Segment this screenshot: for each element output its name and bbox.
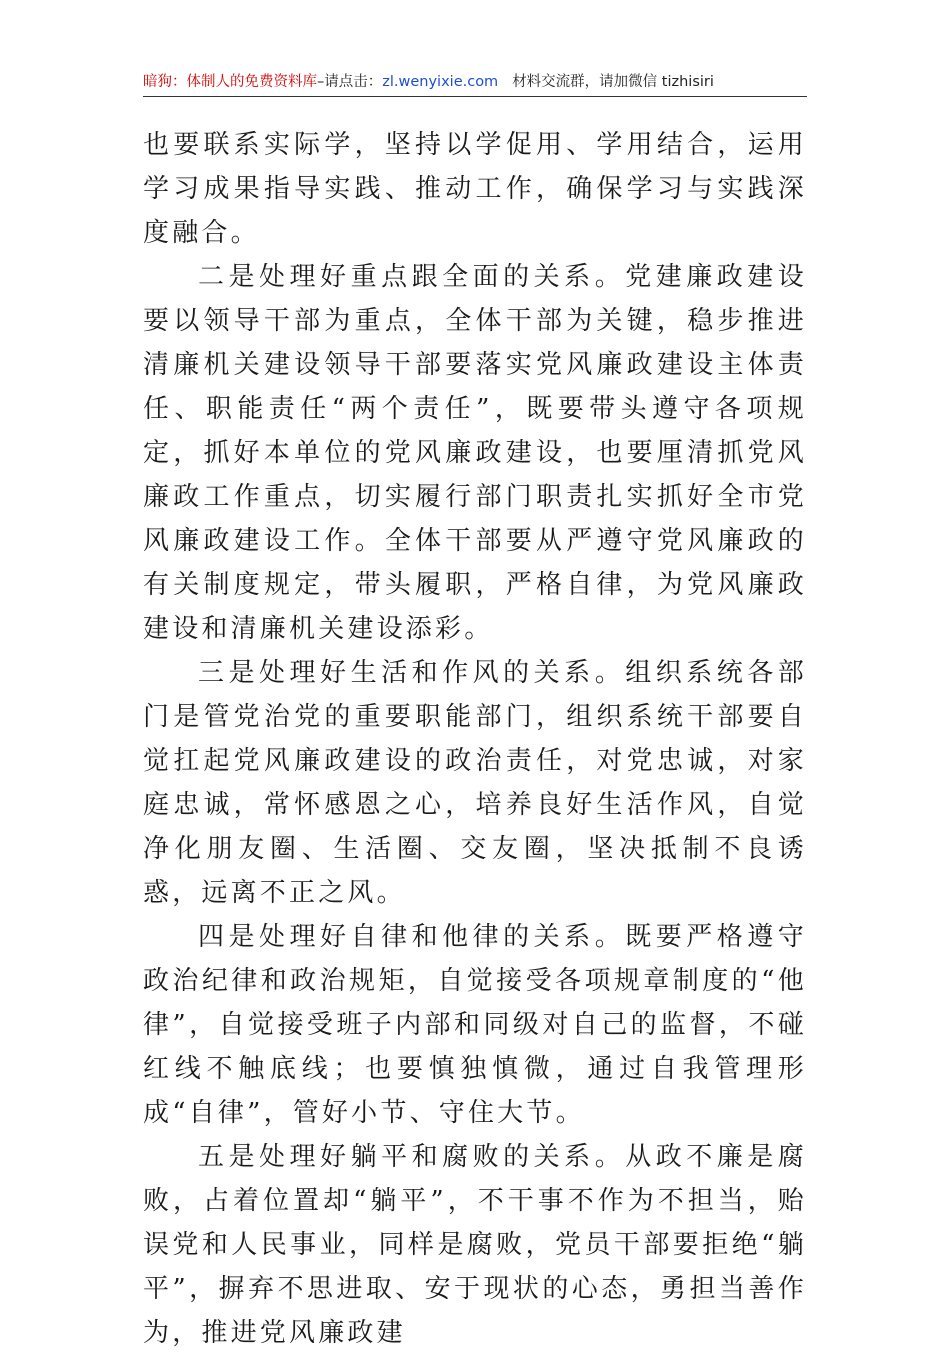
paragraph-point-2: 二是处理好重点跟全面的关系。党建廉政建设要以领导干部为重点，全体干部为关键，稳步推进清廉机关建设领导干部要落实党风廉政建设主体责任、职能责任“两个责任”，既要带头遵守各项规定，抓好本单位的党风廉政建设，也要厘清抓党风廉政工作重点，切实履行部门职责扎实抓好全市党风廉政建设工作。全体干部要从严遵守党风廉政的有关制度规定，带头履职，严格自律，为党风廉政建设和清廉机关建设添彩。 xyxy=(143,262,807,644)
header-brand: 暗狗：体制人的免费资料库 xyxy=(143,74,317,90)
header-url-link[interactable]: zl.wenyixie.com xyxy=(382,74,499,90)
document-body xyxy=(143,123,807,1355)
paragraph-point-3: 三是处理好生活和作风的关系。组织系统各部门是管党治党的重要职能部门，组织系统干部要自觉扛起党风廉政建设的政治责任，对党忠诚，对家庭忠诚，常怀感恩之心，培养良好生活作风，自觉净化朋友圈、生活圈、交友圈，坚决抵制不良诱惑，远离不正之风。 xyxy=(143,658,807,908)
paragraph-point-5: 五是处理好躺平和腐败的关系。从政不廉是腐败，占着位置却“躺平”，不干事不作为不担当，贻误党和人民事业，同样是腐败，党员干部要拒绝“躺平”，摒弃不思进取、安于现状的心态，勇担当善作为，推进党风廉政建 xyxy=(143,1142,807,1348)
header-note: 材料交流群，请加微信 tizhisiri xyxy=(512,74,714,90)
header-divider xyxy=(143,96,807,97)
page-header xyxy=(143,70,807,94)
paragraph-continuation: 也要联系实际学，坚持以学促用、学用结合，运用学习成果指导实践、推动工作，确保学习与实践深度融合。 xyxy=(143,130,807,248)
header-prompt: –请点击： xyxy=(317,74,383,90)
paragraph-point-4: 四是处理好自律和他律的关系。既要严格遵守政治纪律和政治规矩，自觉接受各项规章制度的“他律”，自觉接受班子内部和同级对自己的监督，不碰红线不触底线；也要慎独慎微，通过自我管理形成“自律”，管好小节、守住大节。 xyxy=(143,922,807,1128)
